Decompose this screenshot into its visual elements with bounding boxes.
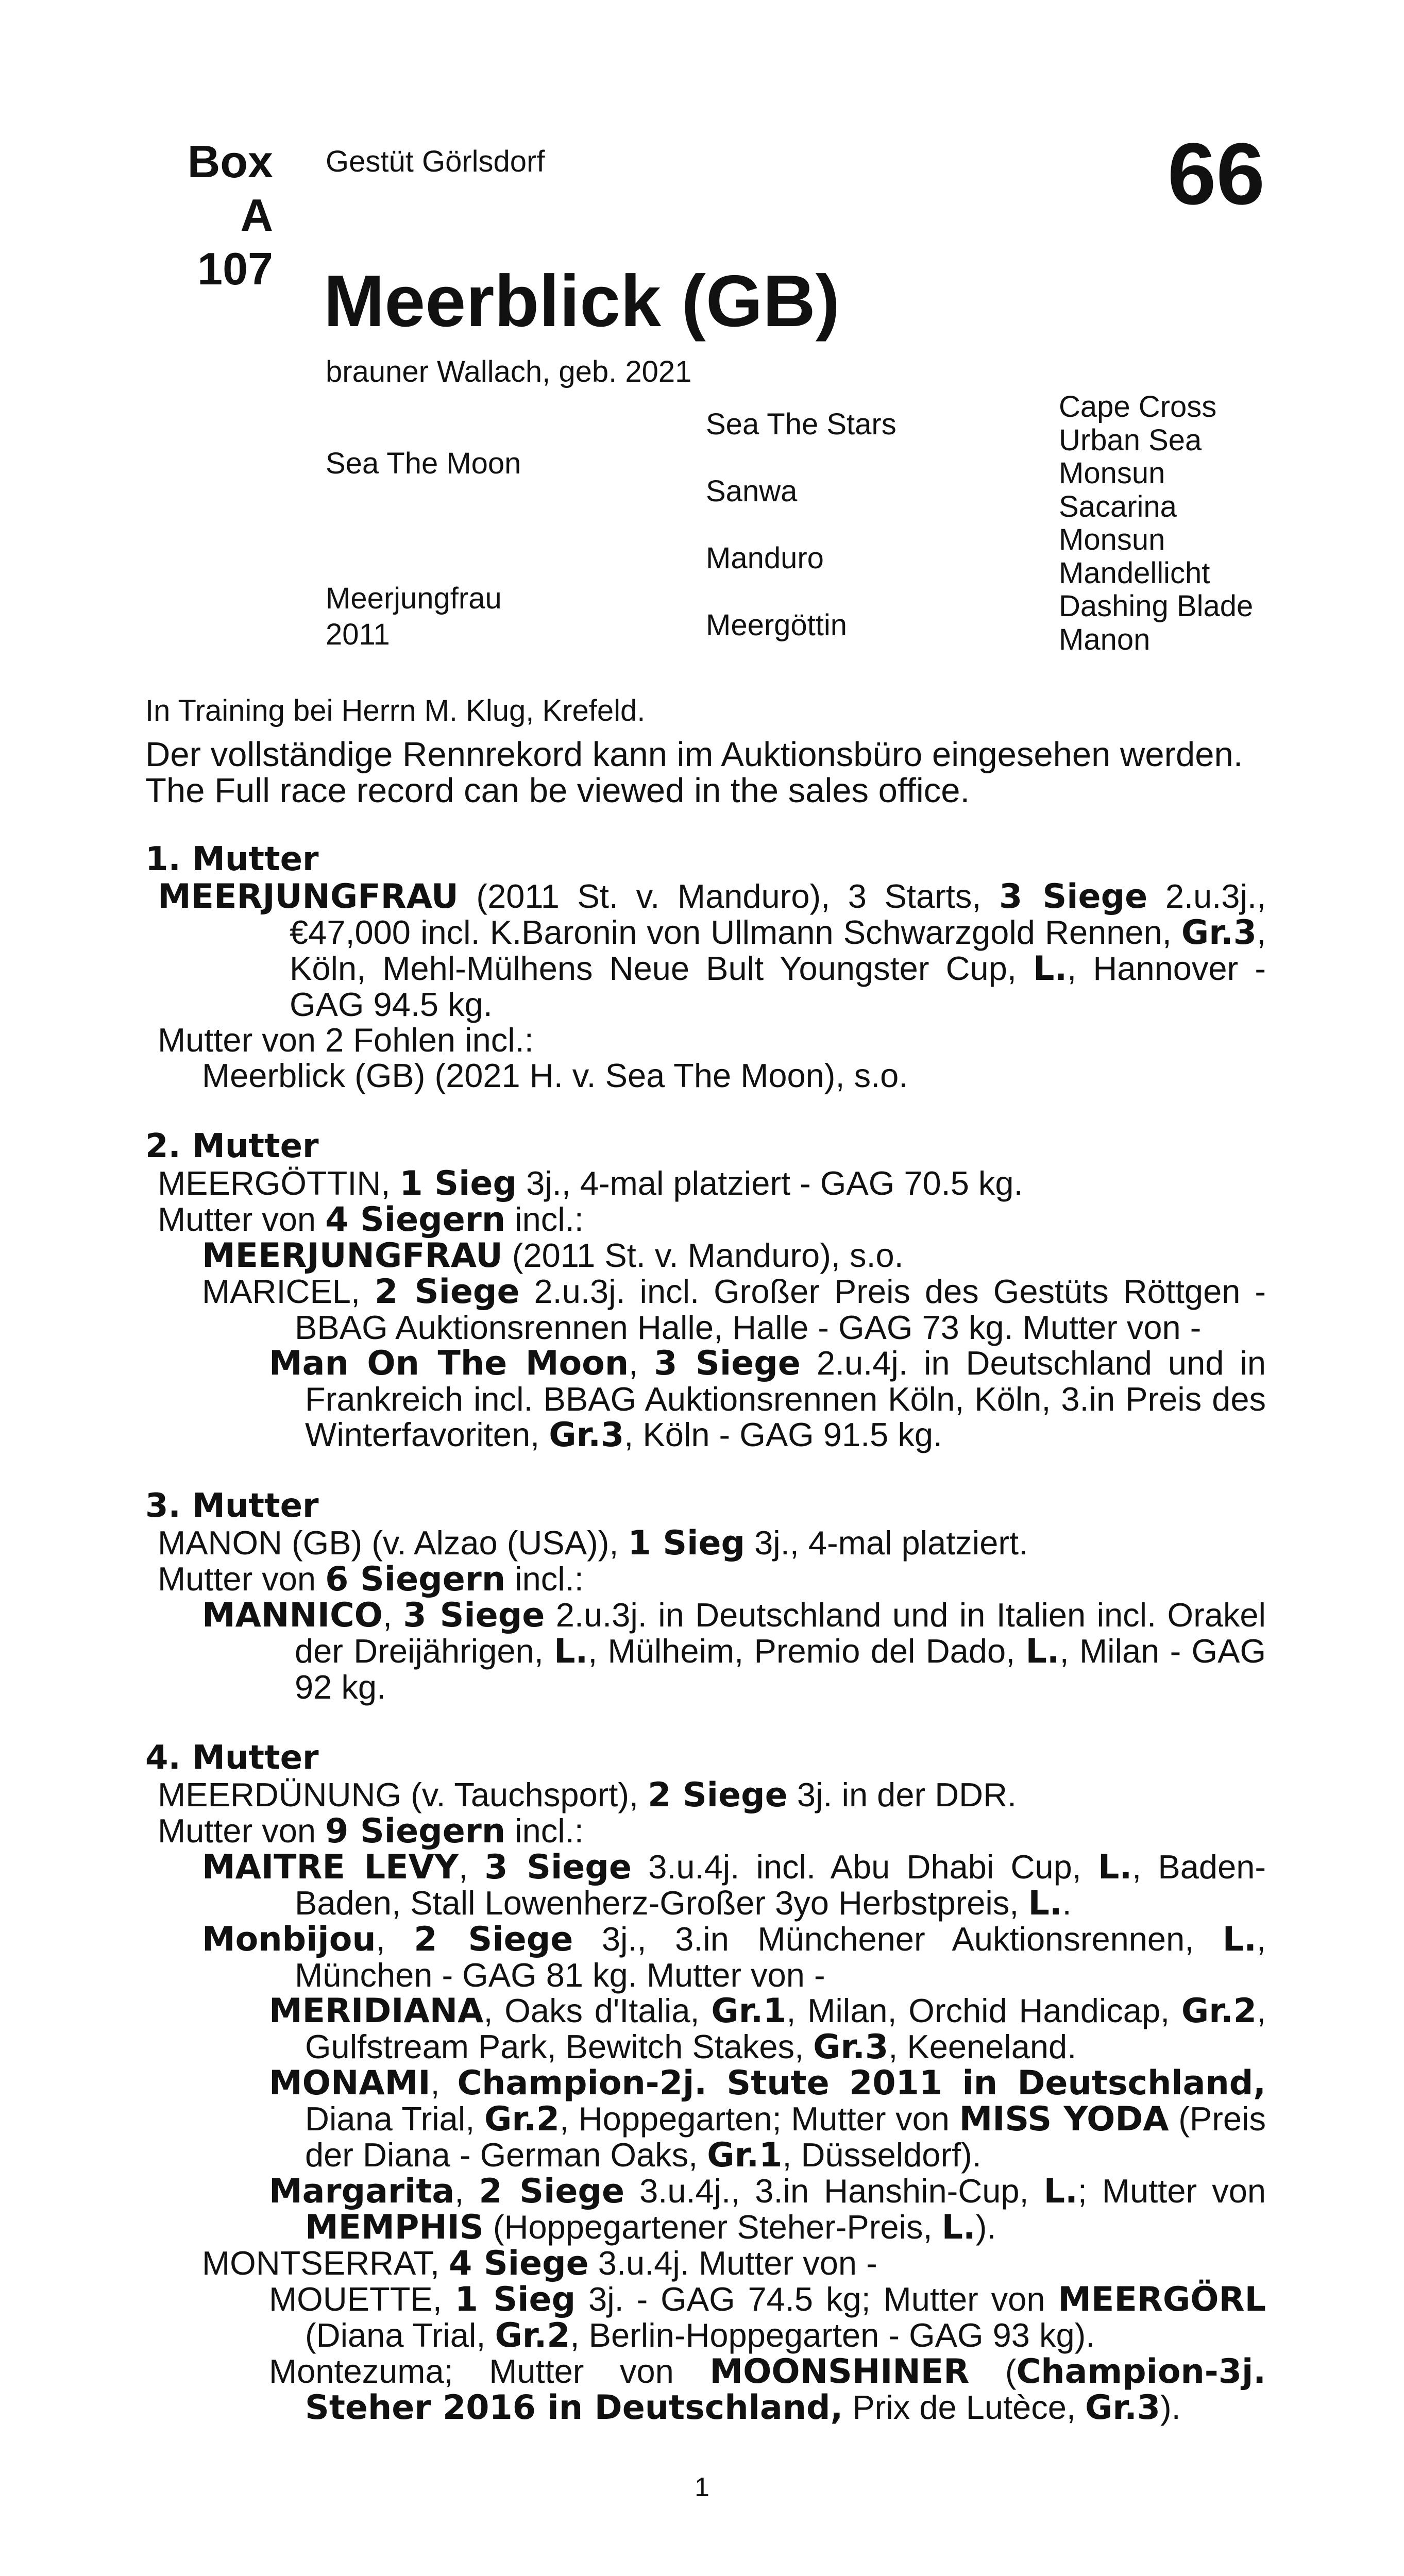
pedigree-entry bbox=[158, 1561, 1266, 1597]
pedigree-entry bbox=[158, 1525, 1266, 1561]
entry-text: incl.: bbox=[505, 1560, 584, 1598]
bold-text: Gr.3 bbox=[813, 2028, 889, 2066]
bold-text: MEERGÖRL bbox=[1058, 2280, 1266, 2319]
entry-text: , Oaks d'Italia, bbox=[483, 1992, 712, 2029]
entry-text: , Baden-Baden, Stall Lowenherz-Großer 3yo Herbstpreis, bbox=[295, 1848, 1266, 1922]
entry-text: Mutter von bbox=[158, 1812, 326, 1850]
bold-text: L. bbox=[941, 2208, 976, 2247]
race-record-note-de: Der vollständige Rennrekord kann im Auktionsbüro eingesehen werden. bbox=[145, 735, 1243, 774]
bold-text: 3 Siege bbox=[484, 1848, 632, 1887]
pedigree-entry bbox=[269, 2065, 1266, 2173]
bold-text: L. bbox=[1043, 2172, 1078, 2211]
pedigree-gen3-item: Dashing Blade bbox=[1059, 589, 1254, 623]
pedigree-entry bbox=[202, 1849, 1266, 1921]
bold-text: 9 Siegern bbox=[325, 1812, 506, 1851]
entry-text: MARICEL, bbox=[202, 1273, 375, 1310]
bold-text: Gr.2 bbox=[484, 2100, 560, 2139]
bold-text: 3 Siege bbox=[654, 1344, 801, 1383]
pedigree-entry bbox=[158, 1165, 1266, 1201]
pedigree-entry bbox=[269, 2353, 1266, 2426]
entry-text: 3j., 3.in Münchener Auktionsrennen, bbox=[573, 1920, 1223, 1958]
entry-text: MOUETTE, bbox=[269, 2280, 455, 2318]
training-info: In Training bei Herrn M. Klug, Krefeld. bbox=[145, 694, 646, 727]
bold-text: MOONSHINER bbox=[709, 2352, 970, 2391]
entry-text: 3j. - GAG 74.5 kg; Mutter von bbox=[576, 2280, 1058, 2318]
pedigree-entry bbox=[269, 1345, 1266, 1453]
dam-section bbox=[145, 1129, 1266, 1453]
pedigree-entry bbox=[202, 1597, 1266, 1705]
entry-text: incl.: bbox=[505, 1200, 584, 1238]
entry-text: 3j., 4-mal platziert. bbox=[745, 1524, 1028, 1562]
pedigree-entry bbox=[158, 1201, 1266, 1238]
pedigree-gen3-item: Monsun bbox=[1059, 523, 1165, 556]
bold-text: MISS YODA bbox=[959, 2100, 1169, 2139]
entry-text: , Milan, Orchid Handicap, bbox=[786, 1992, 1181, 2029]
box-label-text: Box bbox=[187, 136, 273, 187]
entry-text: 3j., 4-mal platziert - GAG 70.5 kg. bbox=[517, 1164, 1023, 1202]
section-heading: 2. Mutter bbox=[145, 1127, 319, 1165]
entry-text: , Mülheim, Premio del Dado, bbox=[588, 1632, 1026, 1670]
entry-text: , bbox=[382, 1596, 403, 1634]
bold-text: MERIDIANA bbox=[269, 1992, 484, 2030]
entry-text: , bbox=[458, 1848, 485, 1886]
pedigree-dam-year: 2011 bbox=[326, 618, 390, 651]
entry-text: , bbox=[629, 1344, 654, 1382]
section-heading: 1. Mutter bbox=[145, 840, 319, 878]
horse-name: Meerblick (GB) bbox=[324, 260, 840, 342]
bold-text: Gr.1 bbox=[711, 1992, 787, 2030]
entry-text: (2011 St. v. Manduro), s.o. bbox=[502, 1236, 904, 1274]
bold-text: Margarita bbox=[269, 2172, 455, 2211]
dam-section bbox=[145, 842, 1266, 1093]
bold-text: Monbijou bbox=[202, 1920, 376, 1959]
section-heading: 3. Mutter bbox=[145, 1487, 319, 1525]
race-record-note-en: The Full race record can be viewed in the sales office. bbox=[145, 771, 970, 810]
entry-text: 3.u.4j. Mutter von - bbox=[588, 2244, 877, 2282]
pedigree-gen3-item: Urban Sea bbox=[1059, 423, 1202, 457]
entry-text: Montezuma; Mutter von bbox=[269, 2352, 710, 2390]
bold-text: MEERJUNGFRAU bbox=[202, 1236, 503, 1275]
bold-text: L. bbox=[1033, 950, 1068, 988]
female-line-sections bbox=[145, 842, 1266, 2462]
bold-text: 2 Siege bbox=[414, 1920, 573, 1959]
entry-text: ). bbox=[1160, 2388, 1181, 2426]
entry-text: MEERGÖTTIN, bbox=[158, 1164, 400, 1202]
entry-text: incl.: bbox=[505, 1812, 584, 1850]
pedigree-gen3-item: Monsun bbox=[1059, 456, 1165, 490]
entry-text: , Milan - GAG 92 kg. bbox=[295, 1632, 1266, 1706]
dam-section bbox=[145, 1741, 1266, 2426]
entry-text: Mutter von bbox=[158, 1560, 326, 1598]
pedigree-gen3-item: Mandellicht bbox=[1059, 556, 1210, 590]
bold-text: L. bbox=[1098, 1848, 1132, 1887]
race-record-note bbox=[145, 737, 1279, 809]
box-label bbox=[155, 135, 273, 296]
bold-text: L. bbox=[1028, 1884, 1062, 1923]
bold-text: 1 Sieg bbox=[454, 2280, 576, 2319]
bold-text: 2 Siege bbox=[479, 2172, 625, 2211]
pedigree-entry bbox=[158, 1022, 1266, 1058]
pedigree-entry bbox=[158, 1777, 1266, 1813]
entry-text: , München - GAG 81 kg. Mutter von - bbox=[295, 1920, 1266, 1994]
entry-text: 3.u.4j. incl. Abu Dhabi Cup, bbox=[632, 1848, 1098, 1886]
bold-text: MANNICO bbox=[202, 1596, 383, 1635]
entry-text: ). bbox=[975, 2208, 996, 2246]
bold-text: MEERJUNGFRAU bbox=[158, 877, 459, 916]
entry-text: , bbox=[454, 2172, 479, 2210]
entry-text: Diana Trial, bbox=[305, 2100, 484, 2138]
entry-text: Mutter von 2 Fohlen incl.: bbox=[158, 1021, 534, 1059]
entry-text: ; Mutter von bbox=[1077, 2172, 1266, 2210]
entry-text: , Hoppegarten; Mutter von bbox=[560, 2100, 959, 2138]
entry-text: MANON (GB) (v. Alzao (USA)), bbox=[158, 1524, 628, 1562]
entry-text: (Hoppegartener Steher-Preis, bbox=[483, 2208, 942, 2246]
bold-text: 6 Siegern bbox=[325, 1560, 506, 1599]
bold-text: Gr.3 bbox=[1085, 2388, 1161, 2427]
entry-text: Mutter von bbox=[158, 1200, 326, 1238]
page-number: 1 bbox=[695, 2472, 709, 2502]
pedigree-entry bbox=[158, 1813, 1266, 1849]
pedigree-gen3-item: Cape Cross bbox=[1059, 390, 1217, 423]
breeder-name: Gestüt Görlsdorf bbox=[326, 145, 545, 178]
bold-text: L. bbox=[1222, 1920, 1257, 1959]
pedigree-gen2-item: Manduro bbox=[706, 541, 824, 575]
bold-text: Gr.3 bbox=[549, 1416, 624, 1454]
pedigree-gen3 bbox=[1059, 391, 1253, 656]
section-heading: 4. Mutter bbox=[145, 1739, 319, 1777]
bold-text: 1 Sieg bbox=[399, 1164, 517, 1203]
bold-text: Champion-2j. Stute 2011 in Deutschland, bbox=[457, 2064, 1266, 2103]
pedigree-gen3-item: Manon bbox=[1059, 622, 1151, 656]
entry-text: 3j. in der DDR. bbox=[787, 1776, 1017, 1814]
entry-text: , bbox=[376, 1920, 414, 1958]
bold-text: Champion-3j. Steher 2016 in Deutschland, bbox=[305, 2352, 1266, 2427]
entry-text: (Diana Trial, bbox=[305, 2316, 495, 2354]
bold-text: 3 Siege bbox=[999, 877, 1148, 916]
bold-text: L. bbox=[554, 1632, 588, 1671]
pedigree-entry bbox=[202, 1274, 1266, 1345]
entry-text: , Köln, Mehl-Mülhens Neue Bult Youngster Cup, bbox=[290, 913, 1266, 987]
horse-description: brauner Wallach, geb. 2021 bbox=[326, 355, 692, 388]
bold-text: 4 Siege bbox=[449, 2244, 589, 2283]
pedigree-gen3-item: Sacarina bbox=[1059, 489, 1177, 523]
entry-text: 3.u.4j., 3.in Hanshin-Cup, bbox=[624, 2172, 1044, 2210]
pedigree-entry bbox=[269, 2173, 1266, 2245]
pedigree-entry bbox=[202, 1058, 1266, 1093]
lot-number: 66 bbox=[1167, 125, 1265, 223]
entry-text: 2.u.3j., €47,000 incl. K.Baronin von Ullmann Schwarzgold Rennen, bbox=[290, 877, 1266, 951]
bold-text: 3 Siege bbox=[403, 1596, 545, 1635]
bold-text: MONAMI bbox=[269, 2064, 431, 2103]
pedigree-entry bbox=[145, 878, 1266, 1022]
pedigree-gen2-item: Meergöttin bbox=[706, 608, 848, 642]
bold-text: 1 Sieg bbox=[628, 1524, 746, 1563]
bold-text: MEMPHIS bbox=[305, 2208, 484, 2247]
entry-text: (Preis der Diana - German Oaks, bbox=[305, 2100, 1266, 2174]
bold-text: Gr.3 bbox=[1181, 913, 1257, 952]
bold-text: Man On The Moon bbox=[269, 1344, 629, 1383]
bold-text: 2 Siege bbox=[648, 1776, 788, 1815]
pedigree-entry bbox=[202, 1921, 1266, 1993]
entry-text: , Düsseldorf). bbox=[782, 2136, 982, 2174]
pedigree-gen2-item: Sanwa bbox=[706, 474, 798, 508]
bold-text: 2 Siege bbox=[374, 1273, 520, 1311]
pedigree-entry bbox=[202, 1238, 1266, 1274]
box-number: A 107 bbox=[197, 190, 273, 294]
entry-text: , bbox=[430, 2064, 458, 2102]
entry-text: 2.u.4j. in Deutschland und in Frankreich incl. BBAG Auktionsrennen Köln, Köln, 3.in Preis des Winterfavoriten, bbox=[305, 1344, 1266, 1453]
dam-section bbox=[145, 1489, 1266, 1705]
entry-text: MONTSERRAT, bbox=[202, 2244, 449, 2282]
entry-text: , Keeneland. bbox=[888, 2028, 1077, 2065]
pedigree-sire: Sea The Moon bbox=[326, 447, 521, 480]
entry-text: , Berlin-Hoppegarten - GAG 93 kg). bbox=[570, 2316, 1095, 2354]
pedigree-dam: Meerjungfrau bbox=[326, 582, 502, 615]
entry-text: ( bbox=[969, 2352, 1017, 2390]
entry-text: , Köln - GAG 91.5 kg. bbox=[624, 1416, 943, 1453]
entry-text: 2.u.3j. in Deutschland und in Italien incl. Orakel der Dreijährigen, bbox=[295, 1596, 1266, 1670]
entry-text: (2011 St. v. Manduro), 3 Starts, bbox=[458, 877, 1000, 915]
pedigree-gen2-item: Sea The Stars bbox=[706, 408, 896, 441]
entry-text: 2.u.3j. incl. Großer Preis des Gestüts Röttgen - BBAG Auktionsrennen Halle, Halle - GAG 73 kg. Mutter von - bbox=[295, 1273, 1266, 1346]
entry-text: Meerblick (GB) (2021 H. v. Sea The Moon), s.o. bbox=[202, 1057, 908, 1094]
entry-text: MEERDÜNUNG (v. Tauchsport), bbox=[158, 1776, 648, 1814]
bold-text: L. bbox=[1025, 1632, 1060, 1671]
bold-text: Gr.2 bbox=[495, 2316, 570, 2355]
entry-text: , Hannover - GAG 94.5 kg. bbox=[290, 950, 1266, 1023]
bold-text: Gr.1 bbox=[707, 2136, 783, 2175]
entry-text: Prix de Lutèce, bbox=[843, 2388, 1085, 2426]
bold-text: Gr.2 bbox=[1181, 1992, 1257, 2030]
entry-text: , Gulfstream Park, Bewitch Stakes, bbox=[305, 1992, 1266, 2065]
entry-text: . bbox=[1062, 1884, 1072, 1922]
bold-text: 4 Siegern bbox=[325, 1200, 506, 1239]
pedigree-entry bbox=[269, 1993, 1266, 2065]
bold-text: MAITRE LEVY bbox=[202, 1848, 459, 1887]
pedigree-entry bbox=[269, 2281, 1266, 2353]
pedigree-entry bbox=[202, 2245, 1266, 2281]
